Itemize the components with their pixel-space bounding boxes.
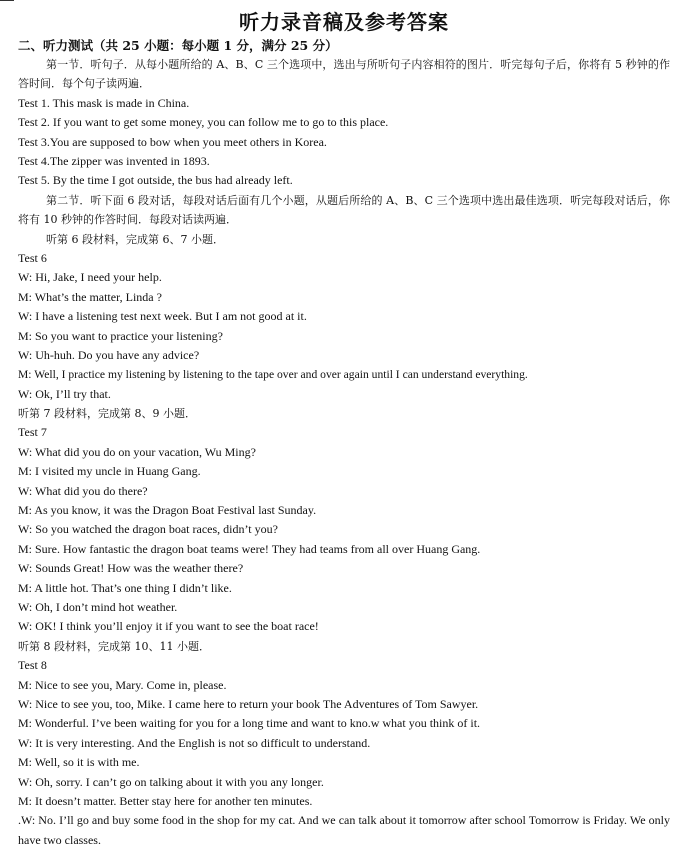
dialogue-line: W: Uh-huh. Do you have any advice?: [18, 347, 200, 362]
test-2-sentence: Test 2. If you want to get some money, you can follow me to go to this place.: [18, 115, 389, 130]
dialogue-line: W: What did you do there?: [18, 483, 148, 498]
dialogue-line: M: So you want to practice your listening?: [18, 328, 223, 343]
corner-mark: [0, 0, 14, 1]
dialogue-line: M: It doesn’t matter. Better stay here for another ten minutes.: [18, 793, 313, 808]
dialogue-line: M: As you know, it was the Dragon Boat Festival last Sunday.: [18, 503, 317, 518]
test-4-sentence: Test 4.The zipper was invented in 1893.: [18, 153, 210, 168]
test-5-sentence: Test 5. By the time I got outside, the bus had already left.: [18, 173, 293, 188]
dialogue-line: M: Well, so it is with me.: [18, 755, 140, 770]
test-3-sentence: Test 3.You are supposed to bow when you meet others in Korea.: [18, 134, 327, 149]
dialogue-line: W: It is very interesting. And the English is not so difficult to understand.: [18, 735, 371, 750]
dialogue-line: M: Sure. How fantastic the dragon boat teams were! They had teams from all over Huang Gang.: [18, 541, 481, 556]
dialogue-line: M: Wonderful. I’ve been waiting for you for a long time and want to kno.w what you think of it.: [18, 716, 481, 731]
part1-instruction: 第一节．听句子．从每小题所给的 A、B、C 三个选项中，选出与所听句子内容相符的图片．听完每句子后，你将有 5 秒钟的作答时间．每个句子读两遍．: [18, 58, 670, 91]
dialogue-line: M: What’s the matter, Linda ?: [18, 289, 162, 304]
dialogue-line: W: So you watched the dragon boat races, didn’t you?: [18, 522, 278, 537]
dialogue-line: M: Well, I practice my listening by listening to the tape over and over again until I can understand everything.: [18, 368, 528, 382]
dialogue-line: W: Oh, I don’t mind hot weather.: [18, 600, 178, 614]
dialogue-line: W: What did you do on your vacation, Wu Ming?: [18, 444, 256, 459]
material-6-instruction: 听第 6 段材料，完成第 6、7 小题．: [46, 232, 224, 246]
test-6-label: Test 6: [18, 250, 47, 265]
part2-instruction: 第二节．听下面 6 段对话，每段对话后面有几个小题，从题后所给的 A、B、C 三个选项中选出最佳选项．听完每段对话后，你将有 10 秒钟的作答时间．每段对话读两遍．: [18, 193, 670, 227]
test-8-label: Test 8: [18, 658, 47, 673]
test-1-sentence: Test 1. This mask is made in China.: [18, 95, 190, 110]
dialogue-line: W: Ok, I’ll try that.: [18, 386, 111, 401]
dialogue-line: W: Nice to see you, too, Mike. I came here to return your book The Adventures of Tom Sawyer.: [18, 696, 479, 711]
dialogue-line: M: I visited my uncle in Huang Gang.: [18, 464, 201, 479]
document-page: [18, 8, 670, 850]
page-title: 听力录音稿及参考答案: [239, 10, 449, 34]
dialogue-line: W: I have a listening test next week. But I am not good at it.: [18, 309, 307, 324]
section-heading: 二、听力测试（共 25 小题：每小题 1 分，满分 25 分）: [18, 38, 338, 53]
dialogue-line: M: Nice to see you, Mary. Come in, please.: [18, 677, 227, 692]
dialogue-line: W: OK! I think you’ll enjoy it if you want to see the boat race!: [18, 619, 319, 634]
dialogue-line: W: Oh, sorry. I can’t go on talking about it with you any longer.: [18, 774, 324, 789]
material-8-instruction: 听第 8 段材料，完成第 10、11 小题．: [18, 639, 210, 653]
material-7-instruction: 听第 7 段材料，完成第 8、9 小题．: [18, 407, 196, 421]
dialogue-line: W: Sounds Great! How was the weather there?: [18, 561, 244, 576]
dialogue-line: M: A little hot. That’s one thing I didn’t like.: [18, 580, 232, 595]
dialogue-line: W: Hi, Jake, I need your help.: [18, 270, 162, 285]
test-7-label: Test 7: [18, 425, 47, 440]
dialogue-last-line: .W: No. I’ll go and buy some food in the shop for my cat. And we can talk about it tomorrow after school Tomorrow is Friday. We only have two classes.: [18, 813, 670, 847]
